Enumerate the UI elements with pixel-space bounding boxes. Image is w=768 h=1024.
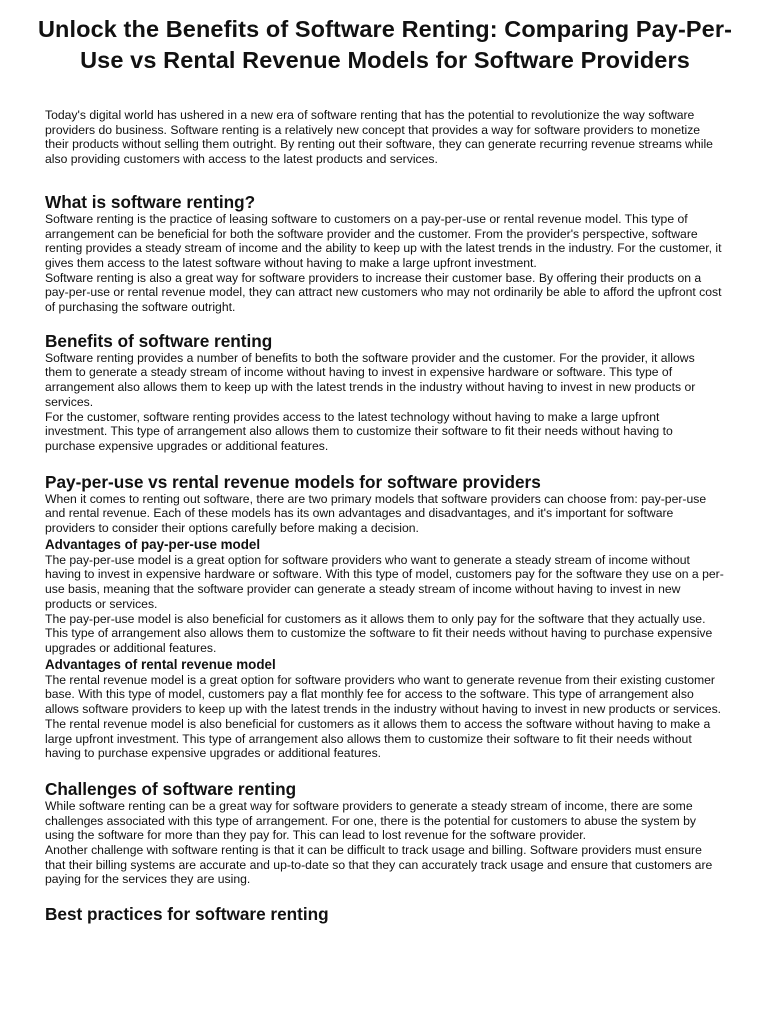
- paragraph: The rental revenue model is also beneficial for customers as it allows them to access the software without having to make a large upfront investment. This type of arrangement also allows them to customize their software to fit their needs without having to purchase expensive upgrades or additional features.: [45, 716, 711, 761]
- document-title: Unlock the Benefits of Software Renting: Comparing Pay-Per-Use vs Rental Revenue Models for Software Providers: [37, 16, 732, 73]
- section-heading-benefits: Benefits of software renting: [45, 330, 273, 351]
- paragraph: The pay-per-use model is also beneficial for customers as it allows them to only pay for the software that they actually use. This type of arrangement also allows them to customize the software to fit their needs without having to purchase expensive upgrades or additional features.: [45, 611, 713, 655]
- paragraph: Software renting provides a number of benefits to both the software provider and the customer. For the provider, it allows them to generate a steady stream of income without having to invest in expensive hardware or software. This type of arrangement also allows them to keep up with the latest trends in the industry without having to invest in new products or services.: [45, 350, 696, 409]
- intro-paragraph: Today's digital world has ushered in a new era of software renting that has the potential to revolutionize the way software providers do business. Software renting is a relatively new concept that provides a way for software providers to monetize their products without selling them outright. By renting out their software, they can generate recurring revenue streams while also providing customers with access to the latest products and services.: [45, 108, 713, 167]
- paragraph: When it comes to renting out software, there are two primary models that software providers can choose from: pay-per-use and rental revenue. Each of these models has its own advantages and disadvantages, and it's important for software providers to consider their options carefully before making a decision.: [45, 491, 707, 536]
- section-body-what-is-software-renting: [45, 212, 725, 315]
- section-heading-best-practices: Best practices for software renting: [45, 904, 329, 925]
- section-body-benefits: [45, 351, 725, 454]
- document-page: [37, 0, 732, 925]
- subsection-heading-rental-revenue: Advantages of rental revenue model: [45, 656, 276, 672]
- section-body-challenges: [45, 799, 725, 887]
- paragraph: Software renting is the practice of leasing software to customers on a pay-per-use or rental revenue model. This type of arrangement can be beneficial for both the software provider and the customer. From the provider's perspective, software renting provides a steady stream of income and the ability to keep up with the latest trends in the industry. For the customer, it gives them access to the latest software without having to make a large upfront investment.: [45, 211, 722, 270]
- paragraph: The rental revenue model is a great option for software providers who want to generate revenue from their existing customer base. With this type of model, customers pay a flat monthly fee for access to the software. This type of arrangement also allows software providers to keep up with the latest trends in the industry without having to invest in new products or services.: [45, 672, 722, 717]
- paragraph: Software renting is also a great way for software providers to increase their customer base. By offering their products on a pay-per-use or rental revenue model, they can attract new customers who may not ordinarily be able to afford the upfront cost of purchasing the software outright.: [45, 270, 722, 315]
- section-heading-what-is-software-renting: What is software renting?: [45, 191, 256, 212]
- section-heading-pay-per-use-vs-rental: Pay-per-use vs rental revenue models for software providers: [45, 471, 541, 492]
- section-body-pay-per-use-vs-rental: [45, 492, 725, 761]
- paragraph: For the customer, software renting provides access to the latest technology without having to make a large upfront investment. This type of arrangement also allows them to customize their software to fit their needs without having to purchase expensive upgrades or additional features.: [45, 409, 673, 453]
- paragraph: Another challenge with software renting is that it can be difficult to track usage and billing. Software providers must ensure that their billing systems are accurate and up-to-date so that they can accurately track usage and ensure that customers are paying for the services they are using.: [45, 843, 713, 887]
- paragraph: The pay-per-use model is a great option for software providers who want to generate a steady stream of income without having to invest in expensive hardware or software. With this type of model, customers pay for the software they use on a per-use basis, meaning that the software provider can generate a steady stream of income without having to invest in new products or services.: [45, 552, 724, 611]
- section-heading-challenges: Challenges of software renting: [45, 778, 297, 799]
- paragraph: While software renting can be a great way for software providers to generate a steady stream of income, there are some challenges associated with this type of arrangement. For one, there is the potential for customers to abuse the system by using the software for more than they pay for. This can lead to lost revenue for the software provider.: [45, 798, 697, 843]
- subsection-heading-pay-per-use: Advantages of pay-per-use model: [45, 536, 261, 552]
